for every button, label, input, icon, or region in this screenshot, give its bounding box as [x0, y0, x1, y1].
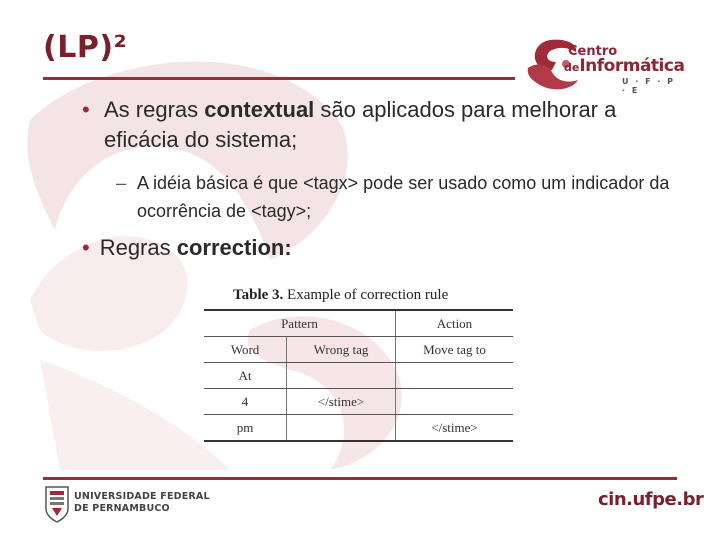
cin-logo-de: de	[564, 61, 580, 74]
table-cell: 4	[204, 389, 287, 415]
table-caption	[233, 287, 448, 304]
bullet-text-bold: correction:	[176, 235, 292, 260]
sub-bullet-text: A idéia básica é que <tagx> pode ser usado como um indicador da ocorrência de <tagy>;	[137, 173, 670, 221]
table-cell: At	[204, 363, 287, 389]
sub-bullet-marker: –	[116, 173, 127, 193]
group-header-action: Action	[396, 310, 514, 337]
site-url: cin.ufpe.br	[598, 489, 704, 510]
sub-bullet-tagx	[116, 169, 676, 225]
correction-rule-table	[204, 309, 513, 442]
bullet-text-bold: contextual	[204, 97, 315, 122]
column-header-move-tag-to: Move tag to	[396, 337, 514, 363]
column-header-wrong-tag: Wrong tag	[287, 337, 396, 363]
ufpe-logo-line2: DE PERNAMBUCO	[74, 503, 170, 514]
bullet-contextual	[82, 95, 682, 155]
table-cell: pm	[204, 415, 287, 442]
bullet-text-pre: As regras	[104, 97, 205, 122]
cin-logo-line3: U · F · P · E	[622, 77, 676, 95]
title-underline	[43, 77, 515, 80]
table-cell: </stime>	[396, 415, 514, 442]
table-row	[204, 415, 513, 442]
bullet-marker: •	[82, 235, 90, 260]
ufpe-logo-text	[74, 491, 210, 515]
ufpe-logo	[44, 485, 214, 525]
table-cell	[396, 389, 514, 415]
cin-logo-informatica: Informática	[579, 56, 685, 76]
table-cell	[287, 363, 396, 389]
column-header-word: Word	[204, 337, 287, 363]
ufpe-crest-icon	[44, 485, 70, 523]
bullet-correction	[82, 233, 292, 263]
group-header-pattern: Pattern	[204, 310, 396, 337]
bullet-text-post: são aplicados para melhorar a eficácia do sistema;	[104, 97, 617, 152]
bullet-text	[104, 95, 682, 155]
cin-logo	[522, 36, 685, 95]
table-cell: </stime>	[287, 389, 396, 415]
table-header-row	[204, 337, 513, 363]
table-row	[204, 389, 513, 415]
cin-logo-line1: Centro	[568, 44, 618, 59]
table-caption-label: Table 3.	[233, 287, 284, 303]
footer-rule	[43, 477, 677, 480]
table-row	[204, 363, 513, 389]
slide-title: (LP)²	[43, 30, 128, 65]
table-cell	[287, 415, 396, 442]
table-group-header-row	[204, 310, 513, 337]
ufpe-logo-line1: UNIVERSIDADE FEDERAL	[74, 491, 210, 502]
bullet-marker: •	[82, 97, 90, 122]
bullet-text-pre: Regras	[99, 235, 177, 260]
table-caption-text: Example of correction rule	[283, 287, 449, 303]
table-cell	[396, 363, 514, 389]
cin-logo-line2	[564, 58, 684, 76]
